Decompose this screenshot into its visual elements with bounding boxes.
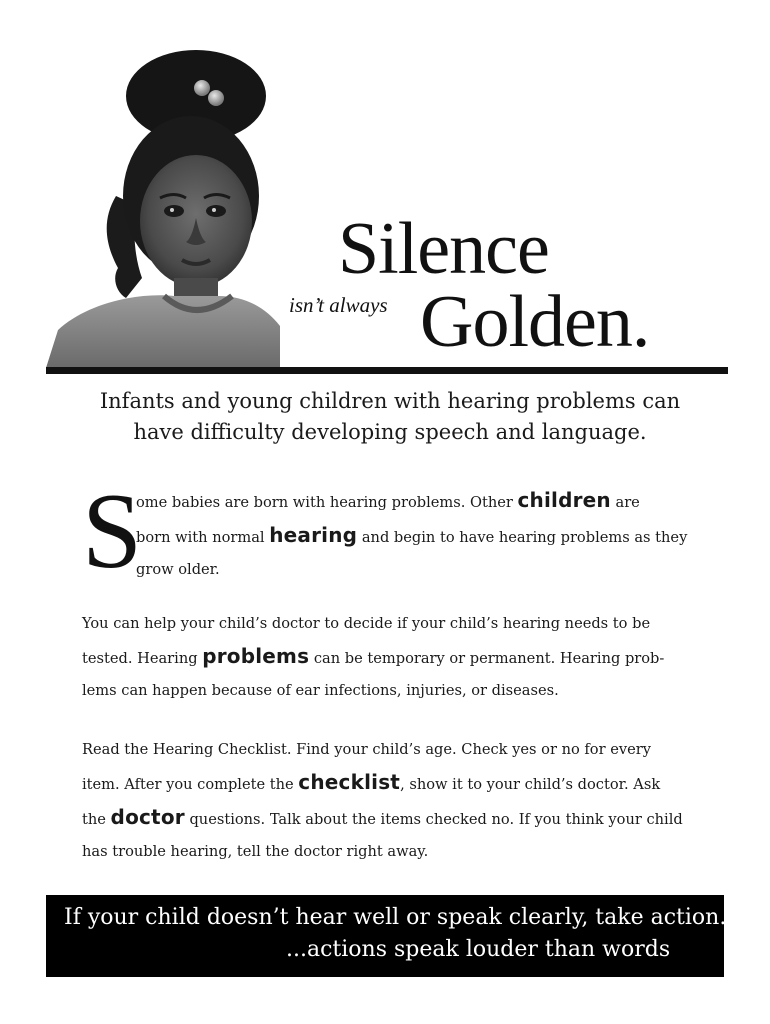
paragraph-1-line-1 (136, 484, 692, 519)
bottom-banner (46, 895, 741, 977)
headline-rule (46, 367, 728, 374)
child-portrait-photo (46, 46, 280, 368)
text-run: item. After you complete the (82, 776, 299, 793)
banner-line-2: ...actions speak louder than words (286, 937, 671, 962)
text-run: can be temporary or permanent. Hearing prob- (309, 650, 665, 667)
headline-golden: Golden. (420, 281, 650, 363)
emphasis-checklist: checklist (298, 770, 401, 794)
text-run: the (82, 811, 111, 828)
paragraph-2-line-3: lems can happen because of ear infections, injuries, or diseases. (82, 682, 559, 699)
headline-connector: isn’t always (289, 293, 388, 317)
paragraph-3-line-4: has trouble hearing, tell the doctor right away. (82, 843, 429, 860)
text-run: and begin to have hearing problems as they (357, 529, 688, 546)
paragraph-1 (136, 484, 692, 586)
subhead-line-2: have difficulty developing speech and language. (133, 420, 647, 444)
paragraph-2 (82, 608, 692, 707)
text-run: ome babies are born with hearing problems. Other (136, 494, 518, 511)
text-run: tested. Hearing (82, 650, 203, 667)
drop-cap: S (82, 472, 143, 591)
banner-line-1: If your child doesn’t hear well or speak clearly, take action... (64, 905, 741, 930)
paragraph-1-line-2 (136, 519, 692, 554)
paragraph-3 (82, 734, 692, 868)
emphasis-children: children (517, 488, 611, 512)
paragraph-3-line-1: Read the Hearing Checklist. Find your child’s age. Check yes or no for every (82, 741, 651, 758)
text-run: are (610, 494, 640, 511)
subhead (60, 386, 720, 448)
headline-silence: Silence (338, 208, 549, 290)
paragraph-2-line-2 (82, 640, 692, 675)
emphasis-doctor: doctor (110, 805, 185, 829)
paragraph-1-line-3: grow older. (136, 561, 220, 578)
paragraph-3-line-3 (82, 801, 692, 836)
emphasis-problems: problems (202, 644, 310, 668)
text-run: born with normal (136, 529, 270, 546)
emphasis-hearing: hearing (269, 523, 358, 547)
text-run: , show it to your child’s doctor. Ask (400, 776, 661, 793)
paragraph-2-line-1: You can help your child’s doctor to decide if your child’s hearing needs to be (82, 615, 651, 632)
text-run: questions. Talk about the items checked no. If you think your child (184, 811, 683, 828)
subhead-line-1: Infants and young children with hearing problems can (99, 389, 681, 413)
paragraph-3-line-2 (82, 766, 692, 801)
